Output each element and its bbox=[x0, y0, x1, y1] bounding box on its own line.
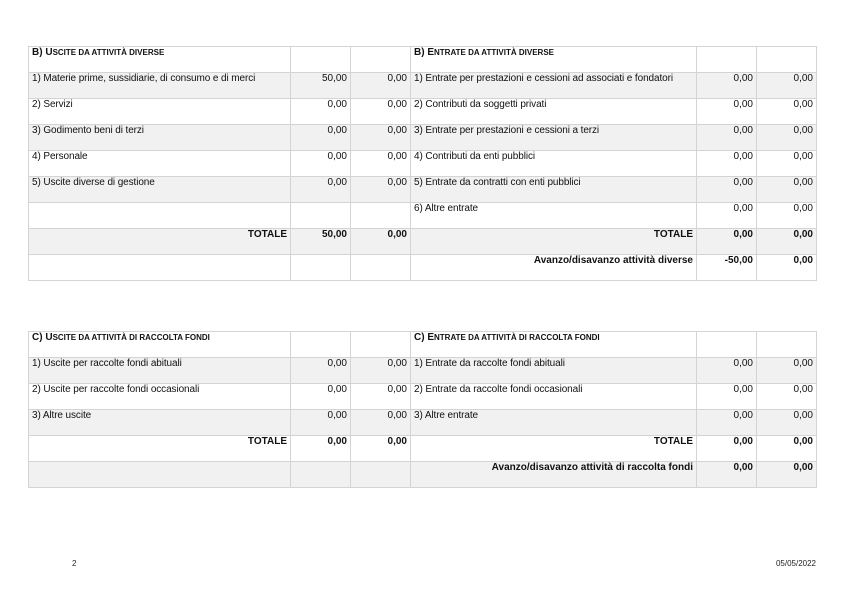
uscite-c-totale-v2: 0,00 bbox=[351, 436, 411, 462]
entrate-b-header: B) ENTRATE DA ATTIVITÀ DIVERSE bbox=[411, 47, 697, 73]
table-row: 2) Servizi 0,00 0,00 2) Contributi da soggetti privati 0,00 0,00 bbox=[29, 99, 817, 125]
uscite-b-totale-v2: 0,00 bbox=[351, 229, 411, 255]
table-row: 1) Materie prime, sussidiarie, di consumo e di merci 50,00 0,00 1) Entrate per prestazioni e cessioni ad associati e fondatori 0,00 0,00 bbox=[29, 73, 817, 99]
page-number: 2 bbox=[72, 559, 77, 568]
table-row: 6) Altre entrate 0,00 0,00 bbox=[29, 203, 817, 229]
table-row: 2) Uscite per raccolte fondi occasionali 0,00 0,00 2) Entrate da raccolte fondi occasionali 0,00 0,00 bbox=[29, 384, 817, 410]
print-date: 05/05/2022 bbox=[775, 559, 816, 568]
uscite-c-totale-v1: 0,00 bbox=[291, 436, 351, 462]
totale-row bbox=[29, 229, 817, 255]
table-row: 3) Godimento beni di terzi 0,00 0,00 3) Entrate per prestazioni e cessioni a terzi 0,00 0,00 bbox=[29, 125, 817, 151]
entrate-c-header: C) ENTRATE DA ATTIVITÀ DI RACCOLTA FONDI bbox=[411, 332, 697, 358]
entrate-c-totale-v1: 0,00 bbox=[697, 436, 757, 462]
avanzo-row bbox=[29, 255, 817, 281]
avanzo-c-v1: 0,00 bbox=[697, 462, 757, 488]
uscite-b-totale-label: TOTALE bbox=[29, 229, 291, 255]
entrate-b-totale-v2: 0,00 bbox=[757, 229, 817, 255]
avanzo-c-label: Avanzo/disavanzo attività di raccolta fondi bbox=[411, 462, 697, 488]
section-c-header-row bbox=[29, 332, 817, 358]
table-row: 5) Uscite diverse di gestione 0,00 0,00 5) Entrate da contratti con enti pubblici 0,00 0,00 bbox=[29, 177, 817, 203]
section-b-header-row bbox=[29, 47, 817, 73]
uscite-c-header: C) USCITE DA ATTIVITÀ DI RACCOLTA FONDI bbox=[29, 332, 291, 358]
totale-row bbox=[29, 436, 817, 462]
avanzo-row bbox=[29, 462, 817, 488]
avanzo-b-label: Avanzo/disavanzo attività diverse bbox=[411, 255, 697, 281]
uscite-b-totale-v1: 50,00 bbox=[291, 229, 351, 255]
entrate-c-totale-label: TOTALE bbox=[411, 436, 697, 462]
section-b-table bbox=[28, 46, 817, 281]
table-row: 1) Uscite per raccolte fondi abituali 0,00 0,00 1) Entrate da raccolte fondi abituali 0,00 0,00 bbox=[29, 358, 817, 384]
section-c-table bbox=[28, 331, 817, 488]
entrate-b-totale-label: TOTALE bbox=[411, 229, 697, 255]
entrate-c-totale-v2: 0,00 bbox=[757, 436, 817, 462]
avanzo-b-v1: -50,00 bbox=[697, 255, 757, 281]
uscite-b-header: B) USCITE DA ATTIVITÀ DIVERSE bbox=[29, 47, 291, 73]
uscite-c-totale-label: TOTALE bbox=[29, 436, 291, 462]
entrate-b-totale-v1: 0,00 bbox=[697, 229, 757, 255]
table-row: 3) Altre uscite 0,00 0,00 3) Altre entrate 0,00 0,00 bbox=[29, 410, 817, 436]
avanzo-c-v2: 0,00 bbox=[757, 462, 817, 488]
avanzo-b-v2: 0,00 bbox=[757, 255, 817, 281]
table-row: 4) Personale 0,00 0,00 4) Contributi da enti pubblici 0,00 0,00 bbox=[29, 151, 817, 177]
